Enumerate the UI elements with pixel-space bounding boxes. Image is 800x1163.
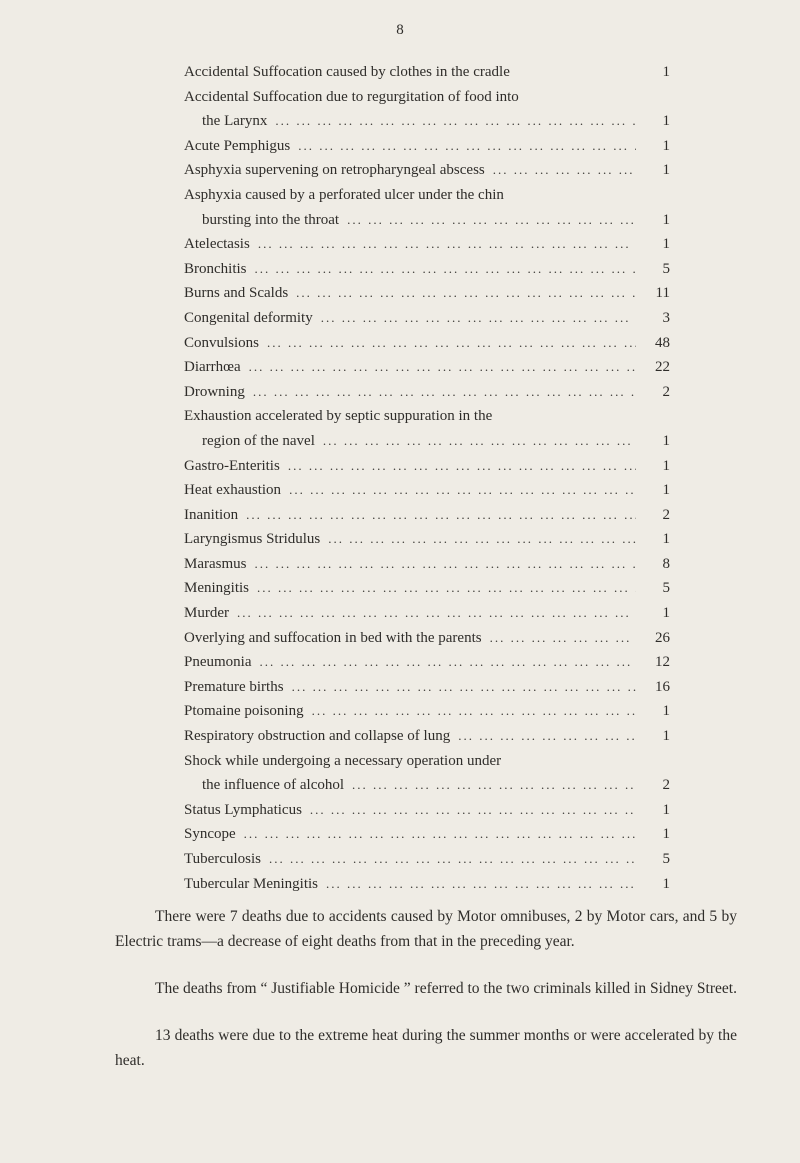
cause-count: 48 bbox=[655, 334, 670, 351]
cause-count: 1 bbox=[662, 236, 670, 253]
cause-row bbox=[172, 699, 670, 724]
cause-count: 1 bbox=[662, 605, 670, 622]
cause-row bbox=[172, 675, 670, 700]
cause-label: Heat exhaustion bbox=[184, 482, 282, 499]
cause-row bbox=[172, 724, 670, 749]
cause-row bbox=[172, 626, 670, 651]
cause-count: 1 bbox=[662, 875, 670, 892]
cause-label: Pneumonia bbox=[184, 654, 252, 671]
leader-dots bbox=[250, 232, 636, 257]
leader-dots bbox=[259, 331, 636, 356]
cause-label: Shock while undergoing a necessary operation under bbox=[184, 752, 502, 769]
cause-count: 1 bbox=[662, 432, 670, 449]
cause-count: 1 bbox=[662, 162, 670, 179]
cause-row bbox=[172, 872, 670, 897]
cause-label: Atelectasis bbox=[184, 236, 250, 253]
leader-dots bbox=[247, 257, 637, 282]
leader-dots bbox=[320, 527, 636, 552]
cause-count: 1 bbox=[662, 64, 670, 80]
cause-label: Exhaustion accelerated by septic suppuration in the bbox=[184, 408, 493, 425]
leader-dots bbox=[339, 208, 636, 233]
leader-dots bbox=[238, 503, 636, 528]
cause-row bbox=[172, 134, 670, 159]
cause-label: the influence of alcohol bbox=[202, 777, 345, 794]
leader-dots bbox=[252, 650, 637, 675]
cause-row bbox=[172, 306, 670, 331]
leader-dots bbox=[247, 552, 637, 577]
cause-count: 1 bbox=[662, 457, 670, 474]
cause-label: Drowning bbox=[184, 383, 245, 400]
leader-dots bbox=[267, 109, 636, 134]
causes-of-death-list bbox=[172, 60, 670, 896]
leader-dots bbox=[281, 478, 636, 503]
notes-paragraphs bbox=[115, 904, 737, 1095]
cause-count: 8 bbox=[662, 555, 670, 572]
note-paragraph: There were 7 deaths due to accidents caused by Motor omnibuses, 2 by Motor cars, and 5 by Electric trams—a decrease of eight deaths from that in the preceding year. bbox=[115, 908, 737, 950]
leader-dots bbox=[261, 847, 636, 872]
cause-count: 5 bbox=[662, 260, 670, 277]
leader-dots bbox=[236, 822, 636, 847]
cause-row bbox=[172, 527, 670, 552]
cause-label: Respiratory obstruction and collapse of lung bbox=[184, 728, 451, 745]
leader-dots bbox=[482, 626, 636, 651]
cause-row bbox=[172, 847, 670, 872]
cause-label: Burns and Scalds bbox=[184, 285, 289, 302]
cause-label: Bronchitis bbox=[184, 260, 247, 277]
cause-label: Tubercular Meningitis bbox=[184, 875, 319, 892]
cause-count: 1 bbox=[662, 211, 670, 228]
cause-row bbox=[172, 478, 670, 503]
cause-label: Inanition bbox=[184, 506, 239, 523]
cause-count: 22 bbox=[655, 359, 670, 376]
leader-dots bbox=[485, 158, 636, 183]
cause-count: 1 bbox=[662, 137, 670, 154]
cause-count: 16 bbox=[655, 678, 670, 695]
cause-count: 1 bbox=[662, 826, 670, 843]
cause-row bbox=[172, 109, 670, 134]
cause-label: Murder bbox=[184, 605, 229, 622]
leader-dots bbox=[288, 281, 636, 306]
cause-row bbox=[172, 429, 670, 454]
cause-label: Meningitis bbox=[184, 580, 250, 597]
cause-label: Marasmus bbox=[184, 555, 247, 572]
leader-dots bbox=[284, 675, 636, 700]
cause-row bbox=[172, 183, 670, 208]
note-paragraph: 13 deaths were due to the extreme heat during the summer months or were accelerated by the heat. bbox=[115, 1027, 737, 1069]
leader-dots bbox=[249, 576, 636, 601]
cause-label: Gastro-Enteritis bbox=[184, 457, 280, 474]
leader-dots bbox=[229, 601, 636, 626]
cause-row bbox=[172, 257, 670, 282]
page-number: 8 bbox=[396, 22, 404, 38]
cause-count: 2 bbox=[662, 383, 670, 400]
cause-row bbox=[172, 576, 670, 601]
cause-count: 1 bbox=[662, 703, 670, 720]
cause-label: Acute Pemphigus bbox=[184, 137, 291, 154]
cause-count: 1 bbox=[662, 113, 670, 130]
cause-row bbox=[172, 380, 670, 405]
cause-count: 2 bbox=[662, 777, 670, 794]
leader-dots bbox=[313, 306, 636, 331]
cause-row bbox=[172, 158, 670, 183]
cause-row bbox=[172, 503, 670, 528]
leader-dots bbox=[315, 429, 636, 454]
cause-row bbox=[172, 773, 670, 798]
cause-label: the Larynx bbox=[202, 113, 268, 130]
cause-row bbox=[172, 60, 670, 85]
cause-count: 1 bbox=[662, 728, 670, 745]
cause-label: Syncope bbox=[184, 826, 236, 843]
cause-label: Asphyxia caused by a perforated ulcer under the chin bbox=[184, 186, 504, 203]
cause-label: Asphyxia supervening on retropharyngeal abscess bbox=[184, 162, 485, 179]
cause-row bbox=[172, 404, 670, 429]
cause-row bbox=[172, 85, 670, 110]
cause-label: Ptomaine poisoning bbox=[184, 703, 304, 720]
leader-dots bbox=[318, 872, 636, 897]
cause-count: 1 bbox=[662, 531, 670, 548]
leader-dots bbox=[241, 355, 636, 380]
leader-dots bbox=[290, 134, 636, 159]
cause-count: 12 bbox=[655, 654, 670, 671]
cause-label: region of the navel bbox=[202, 432, 315, 449]
cause-row bbox=[172, 331, 670, 356]
leader-dots bbox=[280, 454, 636, 479]
cause-count: 1 bbox=[662, 482, 670, 499]
cause-label: Tuberculosis bbox=[184, 851, 261, 867]
cause-row bbox=[172, 208, 670, 233]
cause-label: Premature births bbox=[184, 678, 284, 695]
cause-label: Congenital deformity bbox=[184, 309, 313, 326]
cause-row bbox=[172, 601, 670, 626]
cause-count: 11 bbox=[655, 285, 670, 302]
cause-label: Convulsions bbox=[184, 334, 260, 351]
cause-row bbox=[172, 749, 670, 774]
cause-row bbox=[172, 454, 670, 479]
cause-label: Accidental Suffocation due to regurgitation of food into bbox=[184, 88, 519, 105]
cause-count: 2 bbox=[662, 506, 670, 523]
cause-count: 1 bbox=[662, 801, 670, 818]
cause-count: 3 bbox=[662, 309, 670, 326]
cause-count: 5 bbox=[662, 851, 670, 867]
cause-label: Accidental Suffocation caused by clothes in the cradle bbox=[184, 64, 510, 80]
cause-row bbox=[172, 798, 670, 823]
cause-row bbox=[172, 552, 670, 577]
leader-dots bbox=[302, 798, 636, 823]
cause-label: Diarrhœa bbox=[184, 359, 241, 376]
leader-dots bbox=[245, 380, 636, 405]
cause-row bbox=[172, 822, 670, 847]
leader-dots bbox=[450, 724, 636, 749]
cause-row bbox=[172, 281, 670, 306]
cause-count: 26 bbox=[655, 629, 670, 646]
cause-label: Overlying and suffocation in bed with the parents bbox=[184, 629, 482, 646]
cause-row bbox=[172, 650, 670, 675]
cause-row bbox=[172, 355, 670, 380]
cause-label: bursting into the throat bbox=[202, 211, 340, 228]
cause-row bbox=[172, 232, 670, 257]
note-paragraph: The deaths from “ Justifiable Homicide ” referred to the two criminals killed in Sidney Street. bbox=[155, 980, 737, 997]
leader-dots bbox=[304, 699, 636, 724]
cause-label: Status Lymphaticus bbox=[184, 801, 302, 818]
cause-label: Laryngismus Stridulus bbox=[184, 531, 321, 548]
leader-dots bbox=[344, 773, 636, 798]
cause-count: 5 bbox=[662, 580, 670, 597]
